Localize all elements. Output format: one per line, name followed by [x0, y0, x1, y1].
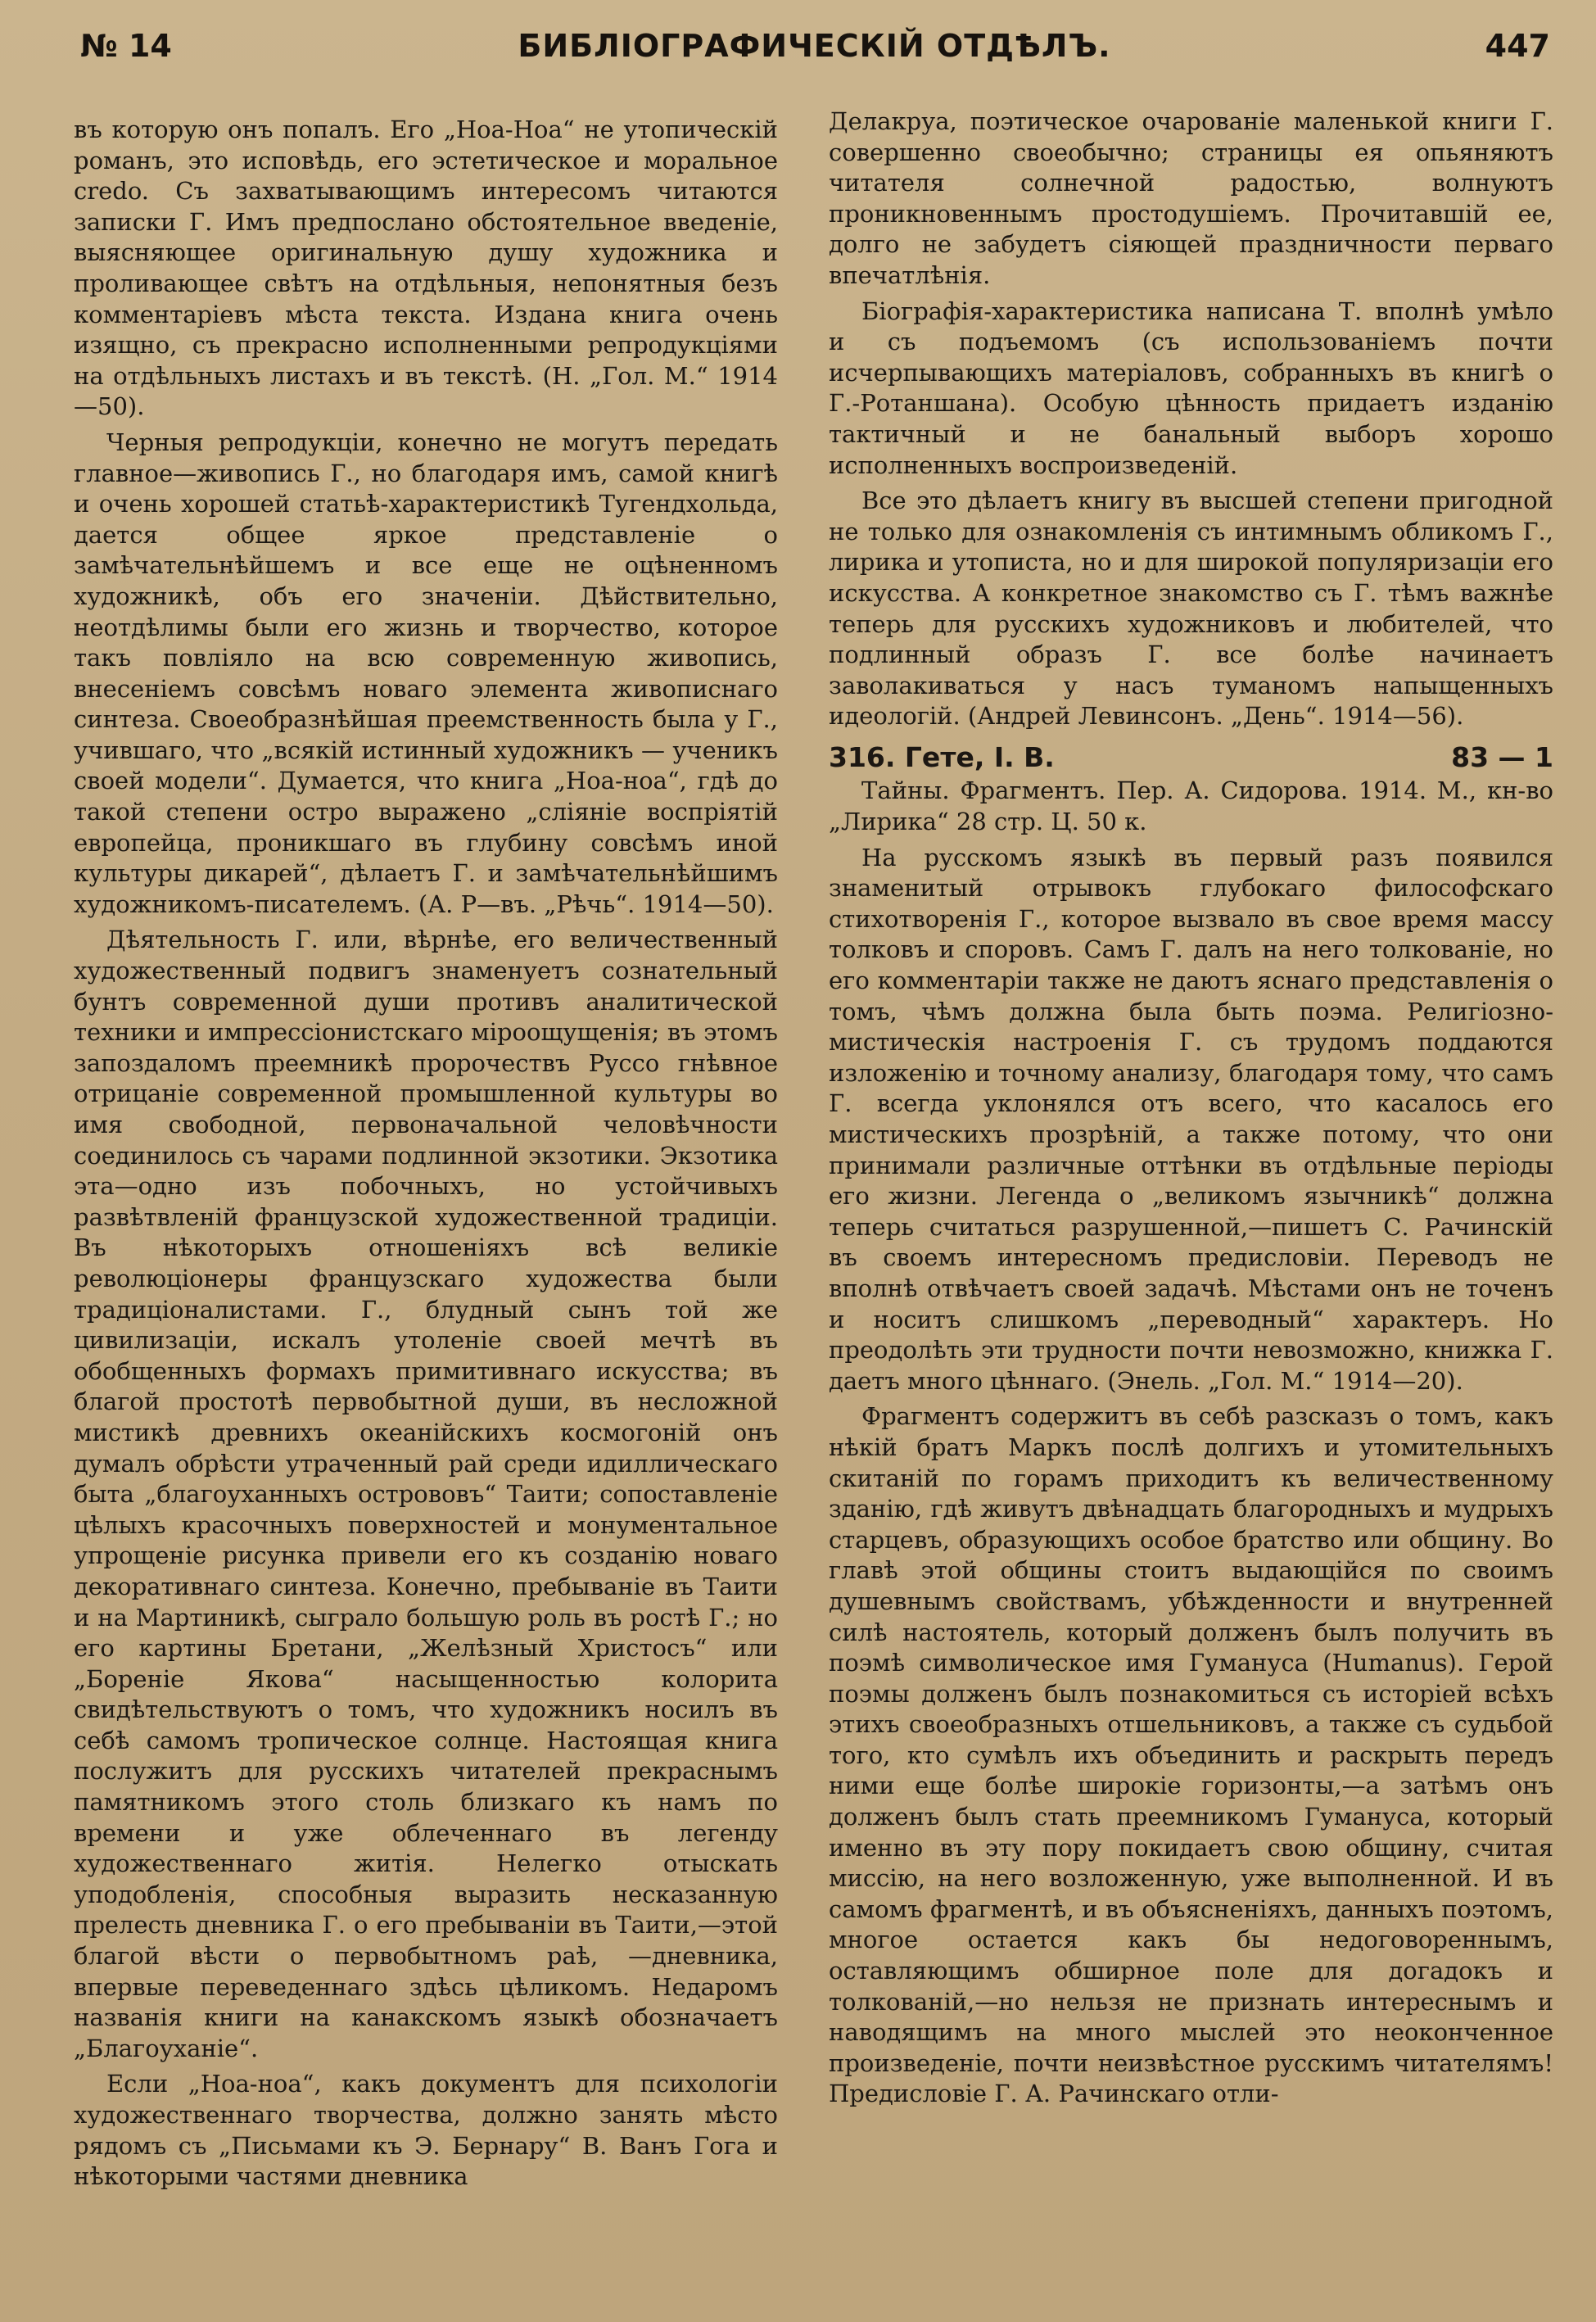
- entry-number-author: 316. Гете, I. В.: [829, 740, 1055, 773]
- paragraph: Все это дѣлаетъ книгу въ высшей степени пригодной не только для ознакомленiя съ интимнымъ обликомъ Г., лирика и утописта, но и для широкой популяризацiи его искусства. А конкретное знакомство съ Г. тѣмъ важнѣе теперь для русскихъ художниковъ и любителей, что подлинный образъ Г. все болѣе начинаетъ заволакиваться у насъ туманомъ напыщенныхъ идеологiй. (Андрей Левинсонъ. „День“. 1914—56).: [829, 487, 1553, 731]
- text-columns: [74, 107, 1555, 2322]
- paragraph: На русскомъ языкѣ въ первый разъ появился знаменитый отрывокъ глубокаго философскаго стихотворенiя Г., которое вызвало въ свое время массу толковъ и споровъ. Самъ Г. далъ на него толкованiе, но его комментарiи также не даютъ яснаго представленiя о томъ, чѣмъ должна была быть поэма. Религiозно-мистическiя настроенiя Г. съ трудомъ поддаются изложенiю и точному анализу, благодаря тому, что самъ Г. всегда уклонялся отъ всего, что касалось его мистическихъ прозрѣнiй, а также потому, что они принимали различные оттѣнки въ отдѣльные перiоды его жизни. Легенда о „великомъ язычникѣ“ должна теперь считаться разрушенной,—пишетъ С. Рачинскiй въ своемъ интересномъ предисловiи. Переводъ не вполнѣ отвѣчаетъ своей задачѣ. Мѣстами онъ не точенъ и носитъ слишкомъ „переводный“ характеръ. Но преодолѣть эти трудности почти невозможно, книжка Г. даетъ много цѣннаго. (Энель. „Гол. М.“ 1914—20).: [829, 843, 1553, 1395]
- section-title: БИБЛIОГРАФИЧЕСКIЙ ОТДѢЛЪ.: [518, 28, 1111, 64]
- bibliography-entry-heading: [829, 742, 1553, 773]
- page-header: [74, 25, 1555, 72]
- paragraph: Черныя репродукцiи, конечно не могутъ передать главное—живопись Г., но благодаря имъ, самой книгѣ и очень хорошей статьѣ-характеристикѣ Тугендхольда, дается общее яркое представленiе о замѣчательнѣйшемъ и все еще не оцѣненномъ художникѣ, объ его значенiи. Дѣйствительно, неотдѣлимы были его жизнь и творчество, которое такъ повлiяло на всю современную живопись, внесенiемъ совсѣмъ новаго элемента живописнаго синтеза. Своеобразнѣйшая преемственность была у Г., учившаго, что „всякiй истинный художникъ — ученикъ своей модели“. Думается, что книга „Ноа-ноа“, гдѣ до такой степени остро выражено „слiянiе воспрiятiй европейца, проникшаго въ глубину совсѣмъ иной культуры дикарей“, дѣлаетъ Г. и замѣчательнѣйшимъ художникомъ-писателемъ. (А. Р—въ. „Рѣчь“. 1914—50).: [74, 428, 778, 918]
- paragraph: Фрагментъ содержитъ въ себѣ разсказъ о томъ, какъ нѣкiй братъ Маркъ послѣ долгихъ и утомительныхъ скитанiй по горамъ приходитъ къ величественному зданiю, гдѣ живутъ двѣнадцать благородныхъ и мудрыхъ старцевъ, образующихъ особое братство или общину. Во главѣ этой общины стоитъ выдающiйся по своимъ душевнымъ свойствамъ, убѣжденности и внутренней силѣ настоятель, который долженъ былъ получить въ поэмѣ символическое имя Гумануса (Humanus). Герой поэмы долженъ былъ познакомиться съ исторiей всѣхъ этихъ своеобразныхъ отшельниковъ, а также съ судьбой того, кто сумѣлъ ихъ объединить и раскрыть передъ ними еще болѣе широкiе горизонты,—а затѣмъ онъ долженъ былъ стать преемникомъ Гумануса, который именно въ эту пору покидаетъ свою общину, считая миссiю, на него возложенную, уже выполненной. И въ самомъ фрагментѣ, и въ объясненiяхъ, данныхъ поэтомъ, многое остается какъ бы недоговореннымъ, оставляющимъ обширное поле для догадокъ и толкованiй,—но нельзя не признать интереснымъ и наводящимъ на много мыслей это неоконченное произведенiе, почти неизвѣстное русскимъ читателямъ! Предисловiе Г. А. Рачинскаго отли-: [829, 1402, 1553, 2108]
- paragraph: Если „Ноа-ноа“, какъ документъ для психологiи художественнаго творчества, должно занять мѣсто рядомъ съ „Письмами къ Э. Бернару“ В. Ванъ Гога и нѣкоторыми частями дневника: [74, 2070, 778, 2191]
- paragraph: Бiографiя-характеристика написана Т. вполнѣ умѣло и съ подъемомъ (съ использованiемъ почти исчерпывающихъ матерiаловъ, собранныхъ въ книгѣ о Г.-Ротаншана). Особую цѣнность придаетъ изданiю тактичный и не банальный выборъ хорошо исполненныхъ воспроизведенiй.: [829, 296, 1553, 479]
- paragraph: Делакруа, поэтическое очарованiе маленькой книги Г. совершенно своеобычно; страницы ея опьяняютъ читателя солнечной радостью, волнуютъ проникновеннымъ простодушiемъ. Прочитавшiй ее, долго не забудетъ сiяющей праздничности перваго впечатлѣнiя.: [829, 107, 1553, 289]
- right-column: [829, 106, 1553, 2322]
- left-column: [74, 115, 778, 2322]
- page-number: 447: [1485, 28, 1550, 64]
- issue-number: № 14: [80, 28, 172, 64]
- paragraph: въ которую онъ попалъ. Его „Ноа-Ноа“ не утопическiй романъ, это исповѣдь, его эстетическое и моральное credo. Съ захватывающимъ интересомъ читаются записки Г. Имъ предпослано обстоятельное введенiе, выясняющее оригинальную душу художника и проливающее свѣтъ на отдѣльныя, непонятныя безъ комментарiевъ мѣста текста. Издана книга очень изящно, съ прекрасно исполненными репродукцiями на отдѣльныхъ листахъ и въ текстѣ. (Н. „Гол. М.“ 1914—50).: [74, 115, 778, 421]
- entry-publication-details: Тайны. Фрагментъ. Пер. А. Сидорова. 1914. М., кн-во „Лирика“ 28 стр. Ц. 50 к.: [829, 776, 1553, 836]
- paragraph: Дѣятельность Г. или, вѣрнѣе, его величественный художественный подвигъ знаменуетъ сознательный бунтъ современной души противъ аналитической техники и импрессiонистскаго мiроощущенiя; въ этомъ запоздаломъ преемникѣ пророчествъ Руссо гнѣвное отрицанiе современной промышленной культуры во имя свободной, первоначальной человѣчности соединилось съ чарами подлинной экзотики. Экзотика эта—одно изъ побочныхъ, но устойчивыхъ развѣтвленiй французской художественной традицiи. Въ нѣкоторыхъ отношенiяхъ всѣ великiе революцiонеры французскаго художества были традицiоналистами. Г., блудный сынъ той же цивилизацiи, искалъ утоленiе своей мечтѣ въ обобщенныхъ формахъ примитивнаго искусства; въ благой простотѣ первобытной души, въ несложной мистикѣ древнихъ океанiйскихъ космогонiй онъ думалъ обрѣсти утраченный рай среди идиллическаго быта „благоуханныхъ острововъ“ Таити; сопоставленiе цѣлыхъ красочныхъ поверхностей и монументальное упрощенiе рисунка привели его къ созданiю новаго декоративнаго синтеза. Конечно, пребыванiе въ Таити и на Мартиникѣ, сыграло большую роль въ ростѣ Г.; но его картины Бретани, „Желѣзный Христосъ“ или „Боренiе Якова“ насыщенностью колорита свидѣтельствуютъ о томъ, что художникъ носилъ въ себѣ самомъ тропическое солнце. Настоящая книга послужитъ для русскихъ читателей прекраснымъ памятникомъ этого столь близкаго къ намъ по времени и уже облеченнаго въ легенду художественнаго житiя. Нелегко отыскать уподобленiя, способныя выразить несказанную прелесть дневника Г. о его пребыванiи въ Таити,—этой благой вѣсти о первобытномъ раѣ, —дневника, впервые переведеннаго здѣсь цѣликомъ. Недаромъ названiя книги на канакскомъ языкѣ обозначаетъ „Благоуханiе“.: [74, 926, 778, 2062]
- entry-code: 83 — 1: [1451, 740, 1553, 773]
